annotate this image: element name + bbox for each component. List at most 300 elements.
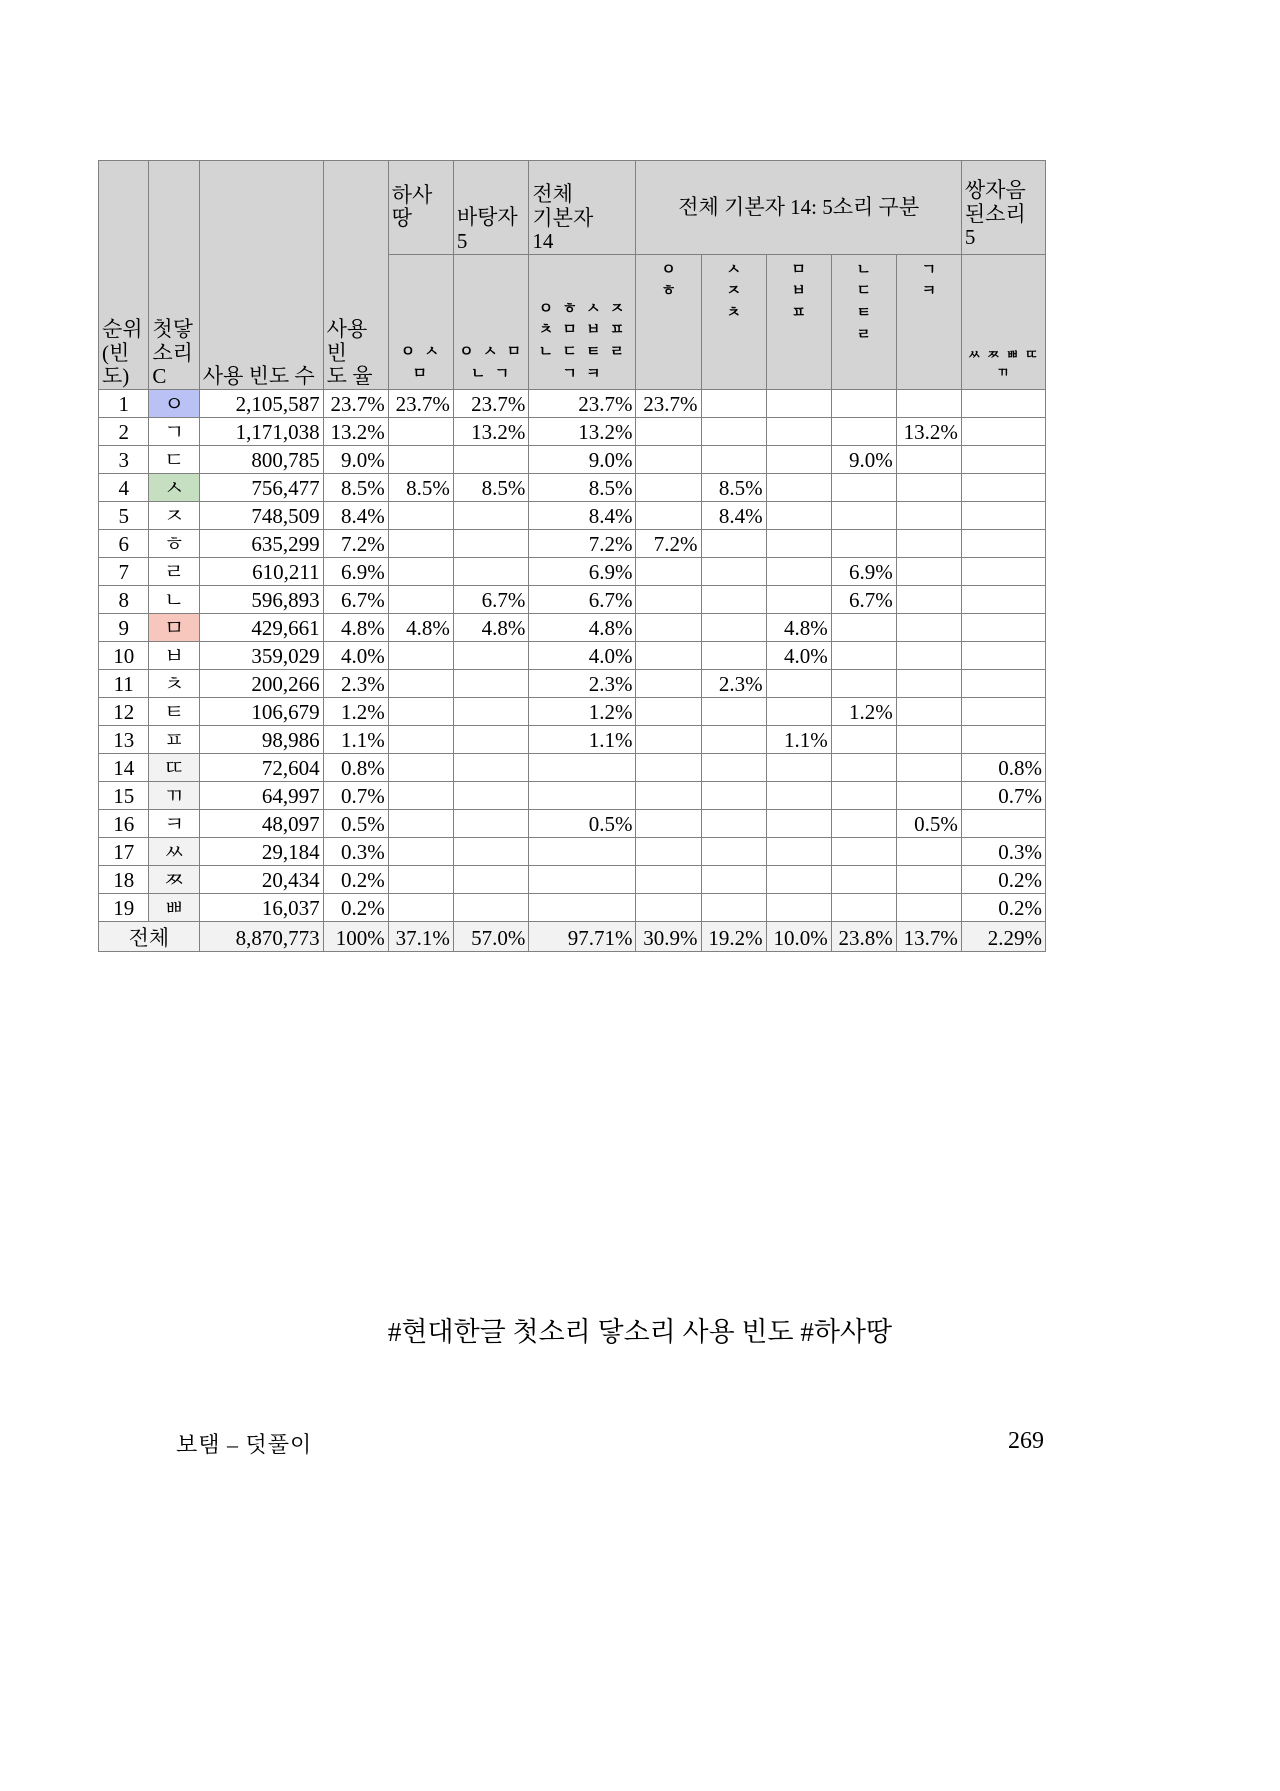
cell-ssang [961, 529, 1045, 557]
cell-ssang [961, 641, 1045, 669]
cell-consonant: ㅂ [149, 641, 199, 669]
header-rank-line3: 도) [102, 364, 130, 389]
cell-rank: 4 [99, 473, 149, 501]
header-sub-batangja-line1: ㅇ ㅅ ㅁ [459, 342, 524, 361]
cell-count: 2,105,587 [199, 389, 323, 417]
table-row [99, 389, 1046, 417]
cell-group1 [636, 865, 701, 893]
cell-all14 [529, 837, 636, 865]
cell-group3 [766, 865, 831, 893]
cell-ratio: 0.8% [323, 753, 388, 781]
cell-group1 [636, 585, 701, 613]
cell-batangja: 4.8% [453, 613, 529, 641]
cell-group5 [896, 697, 961, 725]
cell-rank: 9 [99, 613, 149, 641]
header-sub-group4-line1: ㄴ [856, 259, 871, 278]
cell-group1 [636, 417, 701, 445]
table-row [99, 445, 1046, 473]
header-sub-batangja [453, 254, 529, 389]
cell-consonant: ㄴ [149, 585, 199, 613]
table-row [99, 725, 1046, 753]
table-row [99, 529, 1046, 557]
cell-group3 [766, 837, 831, 865]
cell-batangja [453, 781, 529, 809]
cell-all14 [529, 893, 636, 921]
cell-ssang: 0.2% [961, 865, 1045, 893]
cell-consonant: ㅈ [149, 501, 199, 529]
header-ssang-line1: 쌍자음 [964, 178, 1026, 202]
cell-hasattang [388, 557, 453, 585]
cell-ssang [961, 725, 1045, 753]
cell-group2 [701, 445, 766, 473]
cell-group2 [701, 753, 766, 781]
cell-ratio: 0.2% [323, 893, 388, 921]
cell-ssang [961, 557, 1045, 585]
cell-consonant: ㅉ [149, 865, 199, 893]
header-hasattang-label: 하사땅 [391, 182, 433, 231]
cell-group5 [896, 557, 961, 585]
header-ratio [323, 161, 388, 390]
cell-group2: 8.5% [701, 473, 766, 501]
cell-rank: 1 [99, 389, 149, 417]
header-row-top [99, 161, 1046, 255]
cell-group2 [701, 557, 766, 585]
cell-batangja [453, 529, 529, 557]
cell-hasattang [388, 529, 453, 557]
cell-group2 [701, 613, 766, 641]
cell-group4 [831, 417, 896, 445]
cell-ssang: 0.2% [961, 893, 1045, 921]
cell-ssang: 0.7% [961, 781, 1045, 809]
cell-batangja: 13.2% [453, 417, 529, 445]
cell-rank: 3 [99, 445, 149, 473]
cell-all14: 0.5% [529, 809, 636, 837]
cell-group4: 9.0% [831, 445, 896, 473]
cell-all14 [529, 753, 636, 781]
header-ratio-line2: 도 율 [326, 364, 373, 389]
cell-group2: 8.4% [701, 501, 766, 529]
cell-rank: 10 [99, 641, 149, 669]
cell-ssang [961, 417, 1045, 445]
header-ssang-line3: 5 [964, 225, 976, 250]
cell-group3: 1.1% [766, 725, 831, 753]
cell-group1 [636, 501, 701, 529]
cell-all14 [529, 781, 636, 809]
cell-group5 [896, 725, 961, 753]
cell-consonant: ㅃ [149, 893, 199, 921]
header-count [199, 161, 323, 390]
cell-all14: 7.2% [529, 529, 636, 557]
header-count-label: 사용 빈도 수 [202, 364, 315, 389]
cell-group1 [636, 837, 701, 865]
cell-rank: 6 [99, 529, 149, 557]
footer-page-number: 269 [1008, 1428, 1044, 1454]
cell-ssang: 0.8% [961, 753, 1045, 781]
cell-group5 [896, 669, 961, 697]
cell-consonant: ㅅ [149, 473, 199, 501]
cell-group4 [831, 781, 896, 809]
cell-consonant: ㄲ [149, 781, 199, 809]
cell-group2 [701, 809, 766, 837]
cell-group4 [831, 501, 896, 529]
header-sub-all14-line3: ㄴ ㄷ ㅌ ㄹ [538, 342, 627, 361]
cell-all14: 9.0% [529, 445, 636, 473]
header-all14-line1: 전체 [532, 182, 573, 206]
cell-group5 [896, 445, 961, 473]
cell-consonant: ㄸ [149, 753, 199, 781]
cell-group5 [896, 529, 961, 557]
cell-group2 [701, 641, 766, 669]
cell-batangja [453, 641, 529, 669]
cell-ratio: 0.3% [323, 837, 388, 865]
header-sub-group4-line4: ㄹ [856, 324, 871, 343]
cell-consonant: ㄷ [149, 445, 199, 473]
header-rank-line2: (빈 [102, 340, 130, 365]
cell-batangja [453, 893, 529, 921]
cell-group4 [831, 613, 896, 641]
header-consonant-line2: 소리 [152, 340, 193, 365]
cell-group2 [701, 781, 766, 809]
cell-batangja: 8.5% [453, 473, 529, 501]
header-sub-group2-line2: ㅈ [726, 281, 741, 300]
cell-group1 [636, 613, 701, 641]
header-sub-all14 [529, 254, 636, 389]
cell-group5 [896, 865, 961, 893]
cell-group2 [701, 389, 766, 417]
cell-group4: 1.2% [831, 697, 896, 725]
frequency-table [98, 160, 1046, 952]
cell-group2 [701, 837, 766, 865]
cell-group3 [766, 585, 831, 613]
cell-rank: 13 [99, 725, 149, 753]
header-sub-ssang-line2: ㄲ [996, 366, 1011, 382]
cell-group3 [766, 753, 831, 781]
header-sub-group4-line2: ㄷ [856, 281, 871, 300]
cell-consonant: ㄹ [149, 557, 199, 585]
table-row [99, 669, 1046, 697]
cell-group4: 6.7% [831, 585, 896, 613]
cell-ssang [961, 613, 1045, 641]
cell-consonant: ㅇ [149, 389, 199, 417]
total-group2: 19.2% [701, 921, 766, 951]
total-count: 8,870,773 [199, 921, 323, 951]
header-sub-group1-line1: ㅇ [661, 259, 676, 278]
cell-group3 [766, 697, 831, 725]
total-row [99, 921, 1046, 951]
header-sub-group4-line3: ㅌ [856, 303, 871, 322]
cell-ratio: 23.7% [323, 389, 388, 417]
cell-hasattang [388, 893, 453, 921]
header-all14-line2: 기본자 [532, 205, 594, 230]
cell-hasattang [388, 585, 453, 613]
cell-batangja [453, 501, 529, 529]
cell-ssang [961, 389, 1045, 417]
header-hasattang [388, 161, 453, 255]
cell-all14: 6.7% [529, 585, 636, 613]
table-row [99, 837, 1046, 865]
cell-hasattang: 8.5% [388, 473, 453, 501]
cell-group3 [766, 473, 831, 501]
header-sub-ssang-line1: ㅆ ㅉ ㅃ ㄸ [968, 348, 1039, 364]
header-sub-group1 [636, 254, 701, 389]
table-row [99, 501, 1046, 529]
cell-ratio: 4.8% [323, 613, 388, 641]
header-sub-group5-line1: ㄱ [921, 259, 937, 278]
cell-group5 [896, 389, 961, 417]
cell-group1 [636, 669, 701, 697]
cell-group3 [766, 501, 831, 529]
cell-all14 [529, 865, 636, 893]
header-consonant-line1: 첫닿 [152, 317, 193, 341]
cell-hasattang [388, 641, 453, 669]
total-label: 전체 [99, 921, 200, 951]
table-row [99, 865, 1046, 893]
cell-group5 [896, 753, 961, 781]
total-group1: 30.9% [636, 921, 701, 951]
cell-group3 [766, 417, 831, 445]
header-ssang-line2: 된소리 [964, 201, 1026, 226]
cell-rank: 11 [99, 669, 149, 697]
cell-group4 [831, 809, 896, 837]
cell-group1 [636, 697, 701, 725]
cell-group1 [636, 473, 701, 501]
cell-group3: 4.8% [766, 613, 831, 641]
header-all14-line3: 14 [532, 229, 554, 254]
cell-count: 359,029 [199, 641, 323, 669]
header-consonant-line3: C [152, 364, 167, 389]
cell-all14: 6.9% [529, 557, 636, 585]
cell-group5 [896, 473, 961, 501]
cell-ratio: 1.2% [323, 697, 388, 725]
cell-all14: 2.3% [529, 669, 636, 697]
cell-consonant: ㅎ [149, 529, 199, 557]
cell-rank: 5 [99, 501, 149, 529]
cell-group2 [701, 529, 766, 557]
cell-batangja: 23.7% [453, 389, 529, 417]
table-row [99, 585, 1046, 613]
cell-count: 800,785 [199, 445, 323, 473]
header-sub-group1-line2: ㅎ [661, 281, 676, 300]
cell-hasattang [388, 865, 453, 893]
header-sub-group3 [766, 254, 831, 389]
cell-hasattang [388, 445, 453, 473]
cell-count: 106,679 [199, 697, 323, 725]
cell-hasattang: 4.8% [388, 613, 453, 641]
header-sub-hasattang-line1: ㅇ ㅅ ㅁ [400, 342, 441, 382]
header-group-span [636, 161, 961, 255]
cell-group4 [831, 641, 896, 669]
table-body [99, 389, 1046, 921]
cell-batangja [453, 837, 529, 865]
cell-batangja [453, 809, 529, 837]
cell-batangja [453, 865, 529, 893]
cell-group4 [831, 725, 896, 753]
cell-group3: 4.0% [766, 641, 831, 669]
table-row [99, 697, 1046, 725]
header-sub-all14-line1: ㅇ ㅎ ㅅ ㅈ [538, 298, 627, 317]
cell-batangja [453, 445, 529, 473]
cell-group1 [636, 753, 701, 781]
cell-group5 [896, 837, 961, 865]
cell-group4 [831, 473, 896, 501]
cell-group4: 6.9% [831, 557, 896, 585]
cell-ssang: 0.3% [961, 837, 1045, 865]
cell-group4 [831, 529, 896, 557]
header-sub-group2 [701, 254, 766, 389]
cell-hasattang [388, 697, 453, 725]
cell-group2 [701, 417, 766, 445]
table-row [99, 557, 1046, 585]
cell-all14: 1.1% [529, 725, 636, 753]
cell-group4 [831, 753, 896, 781]
table-row [99, 417, 1046, 445]
cell-group2: 2.3% [701, 669, 766, 697]
header-rank-line1: 순위 [102, 317, 143, 341]
header-sub-batangja-line2: ㄴ ㄱ [471, 363, 512, 382]
cell-group5: 0.5% [896, 809, 961, 837]
cell-count: 610,211 [199, 557, 323, 585]
cell-batangja [453, 725, 529, 753]
cell-count: 429,661 [199, 613, 323, 641]
cell-count: 756,477 [199, 473, 323, 501]
header-group-span-label: 전체 기본자 14: 5소리 구분 [678, 194, 920, 219]
cell-hasattang [388, 725, 453, 753]
total-group3: 10.0% [766, 921, 831, 951]
cell-ratio: 2.3% [323, 669, 388, 697]
header-all14 [529, 161, 636, 255]
cell-all14: 23.7% [529, 389, 636, 417]
header-sub-group5-line2: ㅋ [921, 281, 937, 300]
cell-count: 48,097 [199, 809, 323, 837]
cell-hasattang: 23.7% [388, 389, 453, 417]
table-header [99, 161, 1046, 390]
cell-ssang [961, 669, 1045, 697]
cell-group1 [636, 781, 701, 809]
header-sub-ssang [961, 254, 1045, 389]
total-ratio: 100% [323, 921, 388, 951]
cell-rank: 2 [99, 417, 149, 445]
cell-group2 [701, 725, 766, 753]
cell-consonant: ㅊ [149, 669, 199, 697]
cell-group3 [766, 781, 831, 809]
table-row [99, 781, 1046, 809]
cell-rank: 7 [99, 557, 149, 585]
cell-all14: 8.5% [529, 473, 636, 501]
table-row [99, 753, 1046, 781]
cell-count: 64,997 [199, 781, 323, 809]
cell-group4 [831, 865, 896, 893]
header-sub-all14-line4: ㄱ ㅋ [562, 363, 603, 382]
cell-count: 1,171,038 [199, 417, 323, 445]
cell-group1 [636, 641, 701, 669]
cell-consonant: ㅁ [149, 613, 199, 641]
table-footer [99, 921, 1046, 951]
header-ssang [961, 161, 1045, 255]
table-row [99, 809, 1046, 837]
table-row [99, 893, 1046, 921]
cell-rank: 15 [99, 781, 149, 809]
cell-group5 [896, 893, 961, 921]
table-row [99, 641, 1046, 669]
header-sub-hasattang [388, 254, 453, 389]
cell-group4 [831, 837, 896, 865]
table-row [99, 613, 1046, 641]
cell-group5 [896, 613, 961, 641]
cell-batangja [453, 753, 529, 781]
header-batangja-line2: 5 [456, 228, 468, 253]
cell-ssang [961, 809, 1045, 837]
cell-group3 [766, 445, 831, 473]
header-sub-group2-line3: ㅊ [726, 303, 741, 322]
cell-group1 [636, 893, 701, 921]
cell-group4 [831, 669, 896, 697]
cell-ssang [961, 501, 1045, 529]
cell-ratio: 7.2% [323, 529, 388, 557]
cell-group5 [896, 781, 961, 809]
cell-count: 748,509 [199, 501, 323, 529]
cell-group2 [701, 585, 766, 613]
header-sub-group4 [831, 254, 896, 389]
cell-group1 [636, 445, 701, 473]
total-group5: 13.7% [896, 921, 961, 951]
cell-group5 [896, 501, 961, 529]
cell-count: 200,266 [199, 669, 323, 697]
cell-group3 [766, 529, 831, 557]
cell-rank: 12 [99, 697, 149, 725]
cell-ssang [961, 697, 1045, 725]
cell-count: 29,184 [199, 837, 323, 865]
cell-consonant: ㅍ [149, 725, 199, 753]
cell-batangja: 6.7% [453, 585, 529, 613]
cell-ratio: 13.2% [323, 417, 388, 445]
cell-hasattang [388, 417, 453, 445]
total-group4: 23.8% [831, 921, 896, 951]
header-consonant [149, 161, 199, 390]
cell-all14: 4.8% [529, 613, 636, 641]
cell-count: 72,604 [199, 753, 323, 781]
total-ssang: 2.29% [961, 921, 1045, 951]
cell-group3 [766, 893, 831, 921]
cell-ratio: 8.5% [323, 473, 388, 501]
header-sub-group3-line1: ㅁ [791, 259, 806, 278]
cell-ratio: 4.0% [323, 641, 388, 669]
cell-rank: 19 [99, 893, 149, 921]
cell-group3 [766, 557, 831, 585]
cell-group2 [701, 865, 766, 893]
header-sub-group3-line2: ㅂ [791, 281, 806, 300]
cell-group3 [766, 669, 831, 697]
cell-consonant: ㅋ [149, 809, 199, 837]
cell-all14: 1.2% [529, 697, 636, 725]
cell-group2 [701, 697, 766, 725]
cell-rank: 18 [99, 865, 149, 893]
cell-consonant: ㅆ [149, 837, 199, 865]
header-sub-group5 [896, 254, 961, 389]
cell-ssang [961, 585, 1045, 613]
cell-group5 [896, 641, 961, 669]
cell-batangja [453, 669, 529, 697]
cell-rank: 16 [99, 809, 149, 837]
total-hasattang: 37.1% [388, 921, 453, 951]
table-row [99, 473, 1046, 501]
cell-consonant: ㅌ [149, 697, 199, 725]
cell-all14: 13.2% [529, 417, 636, 445]
cell-count: 16,037 [199, 893, 323, 921]
cell-ratio: 6.7% [323, 585, 388, 613]
cell-batangja [453, 697, 529, 725]
cell-ssang [961, 445, 1045, 473]
cell-group1 [636, 725, 701, 753]
